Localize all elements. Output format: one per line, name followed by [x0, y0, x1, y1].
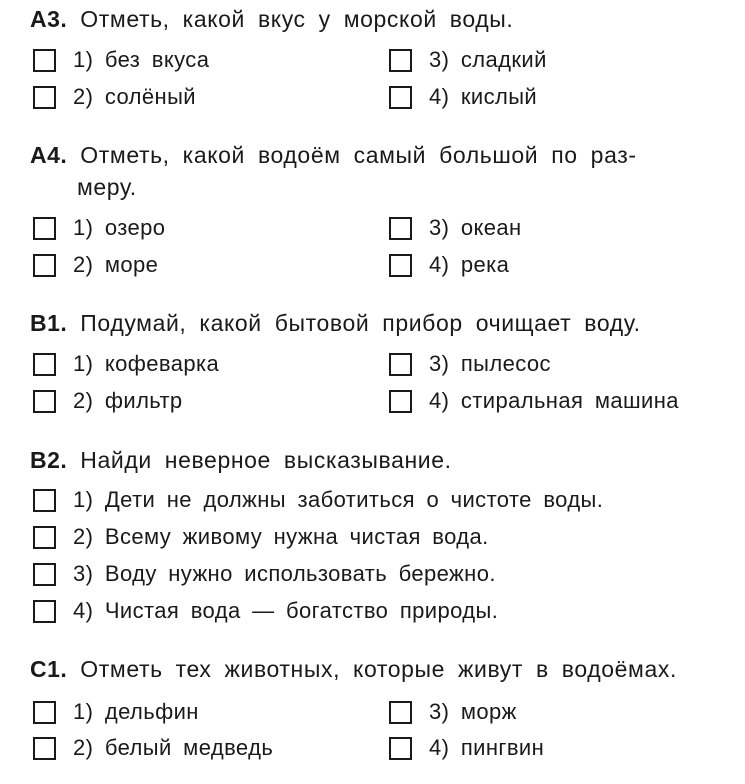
option-label: 4) пингвин [429, 735, 545, 760]
option-label: 4) стиральная машина [429, 388, 679, 413]
checkbox[interactable] [33, 390, 56, 413]
option-label: 2) белый медведь [73, 735, 274, 760]
checkbox[interactable] [33, 86, 56, 109]
option-b1-1[interactable] [33, 349, 219, 379]
checkbox[interactable] [33, 600, 56, 623]
question-label: А4. [30, 142, 68, 168]
checkbox[interactable] [389, 701, 412, 724]
option-label: 4) река [429, 252, 510, 277]
option-label: 2) море [73, 252, 159, 277]
option-b1-4[interactable] [389, 386, 679, 416]
option-label: 2) Всему живому нужна чистая вода. [73, 524, 489, 549]
option-label: 4) Чистая вода — богатство природы. [73, 598, 499, 623]
checkbox[interactable] [389, 390, 412, 413]
option-c1-1[interactable] [33, 697, 199, 727]
option-b2-4[interactable] [33, 596, 498, 626]
option-label: 2) фильтр [73, 388, 183, 413]
option-label: 3) океан [429, 215, 522, 240]
option-b1-3[interactable] [389, 349, 551, 379]
checkbox[interactable] [389, 217, 412, 240]
checkbox[interactable] [33, 254, 56, 277]
checkbox[interactable] [33, 563, 56, 586]
checkbox[interactable] [389, 254, 412, 277]
checkbox[interactable] [33, 526, 56, 549]
question-c1 [30, 654, 677, 684]
checkbox[interactable] [33, 49, 56, 72]
checkbox[interactable] [389, 353, 412, 376]
option-b1-2[interactable] [33, 386, 183, 416]
question-text: Отметь, какой водоём самый большой по раз- [80, 142, 637, 168]
option-label: 3) Воду нужно использовать бережно. [73, 561, 496, 586]
option-a4-3[interactable] [389, 213, 522, 243]
question-text: Подумай, какой бытовой прибор очищает воду. [80, 310, 641, 336]
option-c1-3[interactable] [389, 697, 517, 727]
option-label: 1) Дети не должны заботиться о чистоте воды. [73, 487, 604, 512]
option-label: 1) озеро [73, 215, 166, 240]
option-label: 1) дельфин [73, 699, 199, 724]
option-a3-3[interactable] [389, 45, 547, 75]
checkbox[interactable] [389, 49, 412, 72]
question-label: С1. [30, 656, 68, 682]
option-a4-2[interactable] [33, 250, 158, 280]
question-text: Найди неверное высказывание. [80, 447, 452, 473]
checkbox[interactable] [33, 217, 56, 240]
question-label: А3. [30, 6, 68, 32]
option-c1-4[interactable] [389, 733, 544, 763]
checkbox[interactable] [33, 701, 56, 724]
option-label: 3) пылесос [429, 351, 551, 376]
question-text-continuation: меру. [77, 174, 137, 200]
question-a3 [30, 4, 513, 34]
option-label: 3) сладкий [429, 47, 547, 72]
option-a3-1[interactable] [33, 45, 209, 75]
option-c1-2[interactable] [33, 733, 273, 763]
checkbox[interactable] [389, 86, 412, 109]
question-label: В2. [30, 447, 68, 473]
option-label: 1) кофеварка [73, 351, 220, 376]
option-a3-4[interactable] [389, 82, 537, 112]
option-label: 3) морж [429, 699, 517, 724]
option-label: 1) без вкуса [73, 47, 210, 72]
checkbox[interactable] [389, 737, 412, 760]
checkbox[interactable] [33, 489, 56, 512]
option-label: 2) солёный [73, 84, 196, 109]
question-a4 [30, 140, 637, 170]
question-b1 [30, 308, 641, 338]
option-label: 4) кислый [429, 84, 538, 109]
option-a4-4[interactable] [389, 250, 509, 280]
checkbox[interactable] [33, 353, 56, 376]
question-text: Отметь, какой вкус у морской воды. [80, 6, 514, 32]
question-b2 [30, 445, 452, 475]
option-a4-1[interactable] [33, 213, 165, 243]
question-text: Отметь тех животных, которые живут в водоёмах. [80, 656, 677, 682]
option-b2-3[interactable] [33, 559, 496, 589]
option-a3-2[interactable] [33, 82, 196, 112]
question-label: В1. [30, 310, 68, 336]
option-b2-2[interactable] [33, 522, 489, 552]
checkbox[interactable] [33, 737, 56, 760]
option-b2-1[interactable] [33, 485, 603, 515]
